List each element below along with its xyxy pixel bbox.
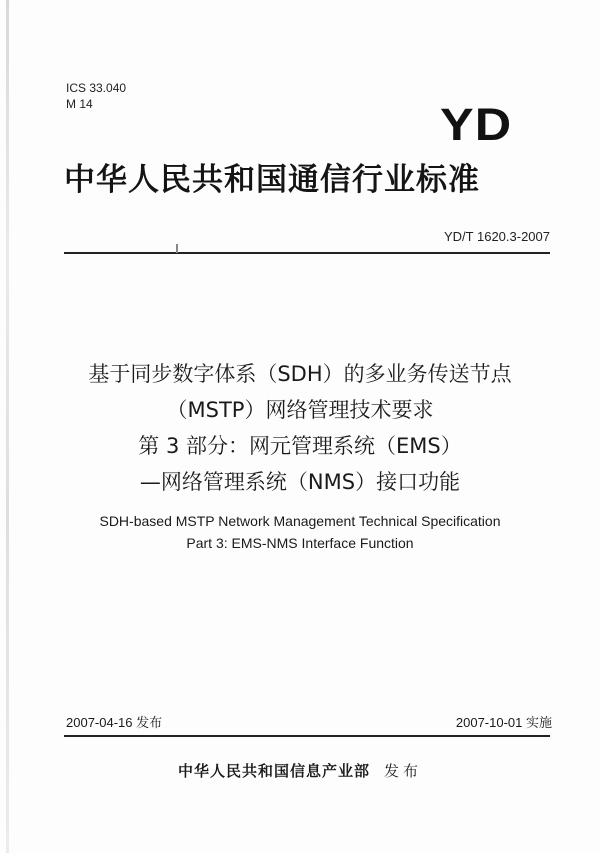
chinese-title-line: 第 3 部分：网元管理系统（EMS） — [138, 434, 462, 458]
publisher-action: 发布 — [384, 762, 423, 780]
english-title-line: Part 3: EMS-NMS Interface Function — [186, 535, 414, 551]
top-rule — [64, 252, 550, 254]
bottom-rule — [64, 735, 550, 737]
classification-block — [66, 80, 126, 112]
english-title — [0, 510, 600, 554]
standard-number: YD/T 1620.3-2007 — [444, 229, 550, 244]
chinese-title-line: （MSTP）网络管理技术要求 — [166, 398, 434, 422]
publisher-organization: 中华人民共和国信息产业部 — [177, 762, 370, 780]
chinese-title-line: 基于同步数字体系（SDH）的多业务传送节点 — [88, 362, 512, 386]
ics-code: ICS 33.040 — [66, 81, 127, 95]
standard-title: 中华人民共和国通信行业标准 — [64, 162, 480, 198]
issue-date: 2007-04-16 发布 — [66, 715, 163, 730]
publisher-line — [0, 760, 600, 782]
chinese-title — [0, 356, 600, 500]
english-title-line: SDH-based MSTP Network Management Technical Specification — [99, 513, 501, 529]
yd-logo: YD — [440, 99, 513, 150]
scan-mark — [176, 244, 178, 253]
implementation-date: 2007-10-01 实施 — [455, 715, 552, 730]
category-code: M 14 — [66, 97, 93, 111]
chinese-title-line: —网络管理系统（NMS）接口功能 — [139, 470, 461, 494]
